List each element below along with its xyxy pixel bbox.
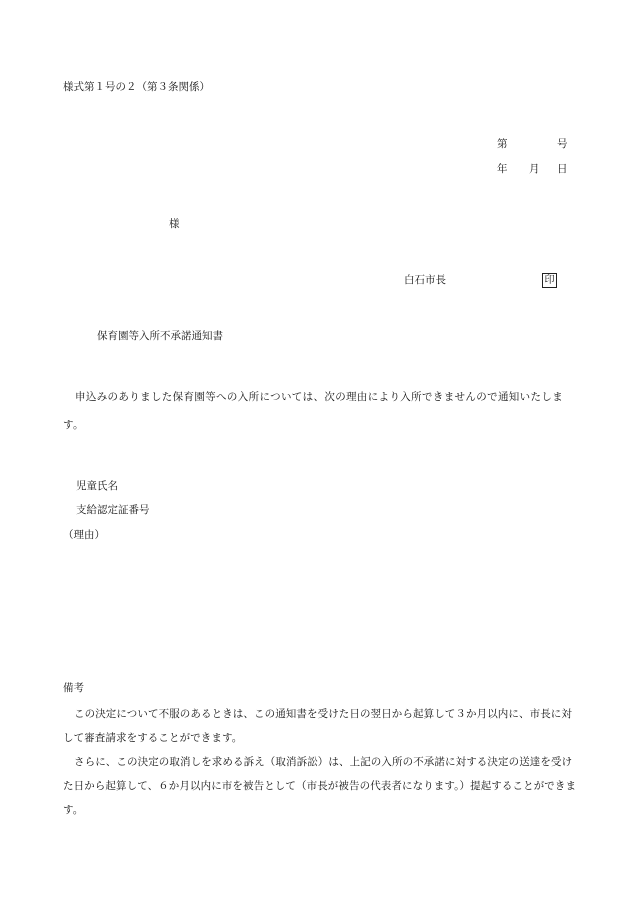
remarks-heading: 備考 bbox=[63, 682, 84, 694]
seal-icon: 印 bbox=[542, 273, 557, 288]
remarks-paragraph-1: この決定について不服のあるときは、この通知書を受けた日の翌日から起算して３か月以内に、市長に対して審査請求をすることができます。 bbox=[63, 708, 572, 744]
sender-name: 白石市長 bbox=[404, 274, 446, 286]
remarks-paragraph-2: さらに、この決定の取消しを求める訴え（取消訴訟）は、上記の入所の不承諾に対する決定の送達を受けた日から起算して、６か月以内に市を被告として（市長が被告の代表者になります。）提起することができます。 bbox=[63, 756, 577, 816]
body-paragraph: 申込みのありました保育園等への入所については、次の理由により入所できませんので通知いたします。 bbox=[63, 391, 564, 431]
addressee-honorific: 様 bbox=[169, 218, 180, 230]
number-suffix: 号 bbox=[557, 138, 568, 150]
child-name-label: 児童氏名 bbox=[76, 480, 118, 492]
number-prefix: 第 bbox=[497, 138, 508, 150]
form-number: 様式第１号の２（第３条関係） bbox=[63, 81, 210, 93]
document-title: 保育園等入所不承諾通知書 bbox=[97, 330, 223, 342]
date-day-label: 日 bbox=[557, 163, 568, 175]
seal-mark bbox=[542, 273, 557, 288]
reason-label: （理由） bbox=[63, 529, 105, 541]
date-month-label: 月 bbox=[529, 163, 540, 175]
date-year-label: 年 bbox=[497, 163, 508, 175]
certification-number-label: 支給認定証番号 bbox=[76, 504, 150, 516]
